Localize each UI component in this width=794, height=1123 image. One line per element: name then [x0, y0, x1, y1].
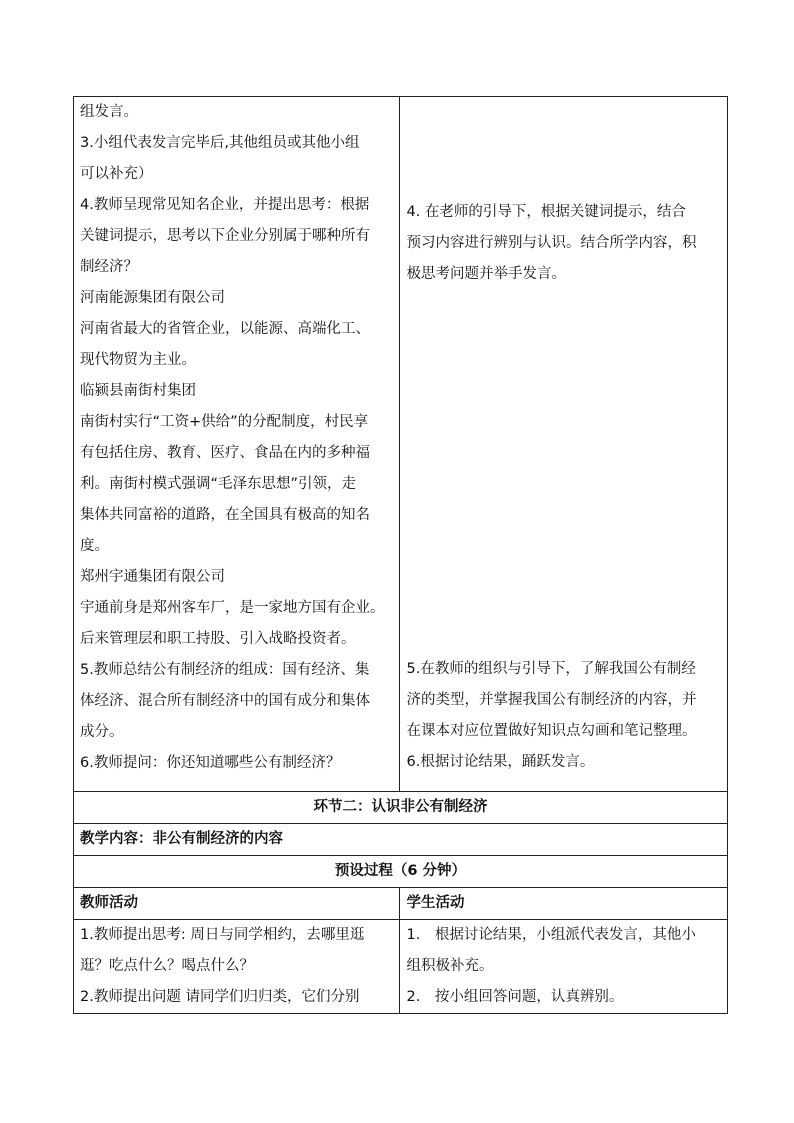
student-line: 2. 按小组回答问题，认真辨别。 [406, 989, 624, 1005]
content-row [74, 824, 728, 856]
teacher-line: 6.教师提问：你还知道哪些公有制经济？ [80, 755, 341, 771]
lesson-plan-table [73, 96, 728, 1014]
teacher-line: 后来管理层和职工持股、引入战略投资者。 [80, 631, 356, 647]
section-title-row [74, 792, 728, 824]
teacher-line: 集体共同富裕的道路，在全国具有极高的知名 [80, 507, 370, 523]
document-page [73, 96, 728, 1014]
student-activity-cell [400, 920, 728, 1014]
process-title-cell [74, 856, 728, 888]
teacher-line: 宇通前身是郑州客车厂，是一家地方国有企业。 [80, 600, 385, 616]
spacer [400, 97, 727, 197]
teacher-activity-cell [74, 920, 400, 1014]
teacher-line: 成分。 [80, 724, 124, 740]
teacher-line: 逛？吃点什么？喝点什么？ [80, 958, 254, 974]
teacher-line: 可以补充） [80, 166, 153, 182]
student-line: 组积极补充。 [406, 958, 494, 974]
student-header-cell [400, 888, 728, 920]
section-title: 环节二：认识非公有制经济 [313, 799, 488, 815]
student-line: 6.根据讨论结果，踊跃发言。 [406, 754, 595, 770]
teacher-line: 现代物贸为主业。 [80, 352, 196, 368]
student-line: 济的类型，并掌握我国公有制经济的内容，并 [406, 692, 697, 708]
lower-activity-row [74, 920, 728, 1014]
teacher-line: 2.教师提出问题 请同学们归归类，它们分别 [80, 989, 360, 1005]
teacher-line: 度。 [80, 538, 109, 554]
student-line: 在课本对应位置做好知识点勾画和笔记整理。 [406, 723, 697, 739]
teacher-header-cell [74, 888, 400, 920]
student-line: 1. 根据讨论结果，小组派代表发言，其他小 [406, 927, 696, 943]
process-title: 预设过程（6 分钟） [334, 863, 467, 879]
content-cell [74, 824, 728, 856]
student-line: 5.在教师的组织与引导下，了解我国公有制经 [406, 661, 696, 677]
section-title-cell [74, 792, 728, 824]
company-name: 河南能源集团有限公司 [80, 290, 225, 306]
process-title-row [74, 856, 728, 888]
teacher-line: 关键词提示，思考以下企业分别属于哪种所有 [80, 228, 370, 244]
teacher-line: 南街村实行“工资+供给”的分配制度，村民享 [80, 414, 369, 430]
spacer [400, 290, 727, 654]
student-activity-cell [400, 97, 728, 792]
teacher-line: 有包括住房、教育、医疗、食品在内的多种福 [80, 445, 370, 461]
student-line: 预习内容进行辨别与认识。结合所学内容，积 [406, 235, 697, 251]
teacher-line: 利。南街村模式强调“毛泽东思想”引领，走 [80, 476, 357, 492]
teacher-line: 1.教师提出思考: 周日与同学相约，去哪里逛 [80, 927, 365, 943]
teacher-line: 制经济？ [80, 259, 138, 275]
teacher-line: 5.教师总结公有制经济的组成：国有经济、集 [80, 662, 370, 678]
student-line: 4. 在老师的引导下，根据关键词提示，结合 [406, 204, 686, 220]
company-name: 郑州宇通集团有限公司 [80, 569, 225, 585]
company-name: 临颍县南街村集团 [80, 383, 196, 399]
upper-activity-row [74, 97, 728, 792]
content-label: 教学内容：非公有制经济的内容 [80, 831, 283, 847]
activity-header-row [74, 888, 728, 920]
teacher-header: 教师活动 [80, 895, 138, 911]
teacher-activity-cell [74, 97, 400, 792]
teacher-line: 3.小组代表发言完毕后,其他组员或其他小组 [80, 135, 360, 151]
teacher-line: 体经济、混合所有制经济中的国有成分和集体 [80, 693, 370, 709]
teacher-line: 4.教师呈现常见知名企业，并提出思考：根据 [80, 197, 370, 213]
student-line: 极思考问题并举手发言。 [406, 266, 566, 282]
teacher-line: 河南省最大的省管企业，以能源、高端化工、 [80, 321, 370, 337]
teacher-line: 组发言。 [80, 104, 138, 120]
student-header: 学生活动 [406, 895, 465, 911]
